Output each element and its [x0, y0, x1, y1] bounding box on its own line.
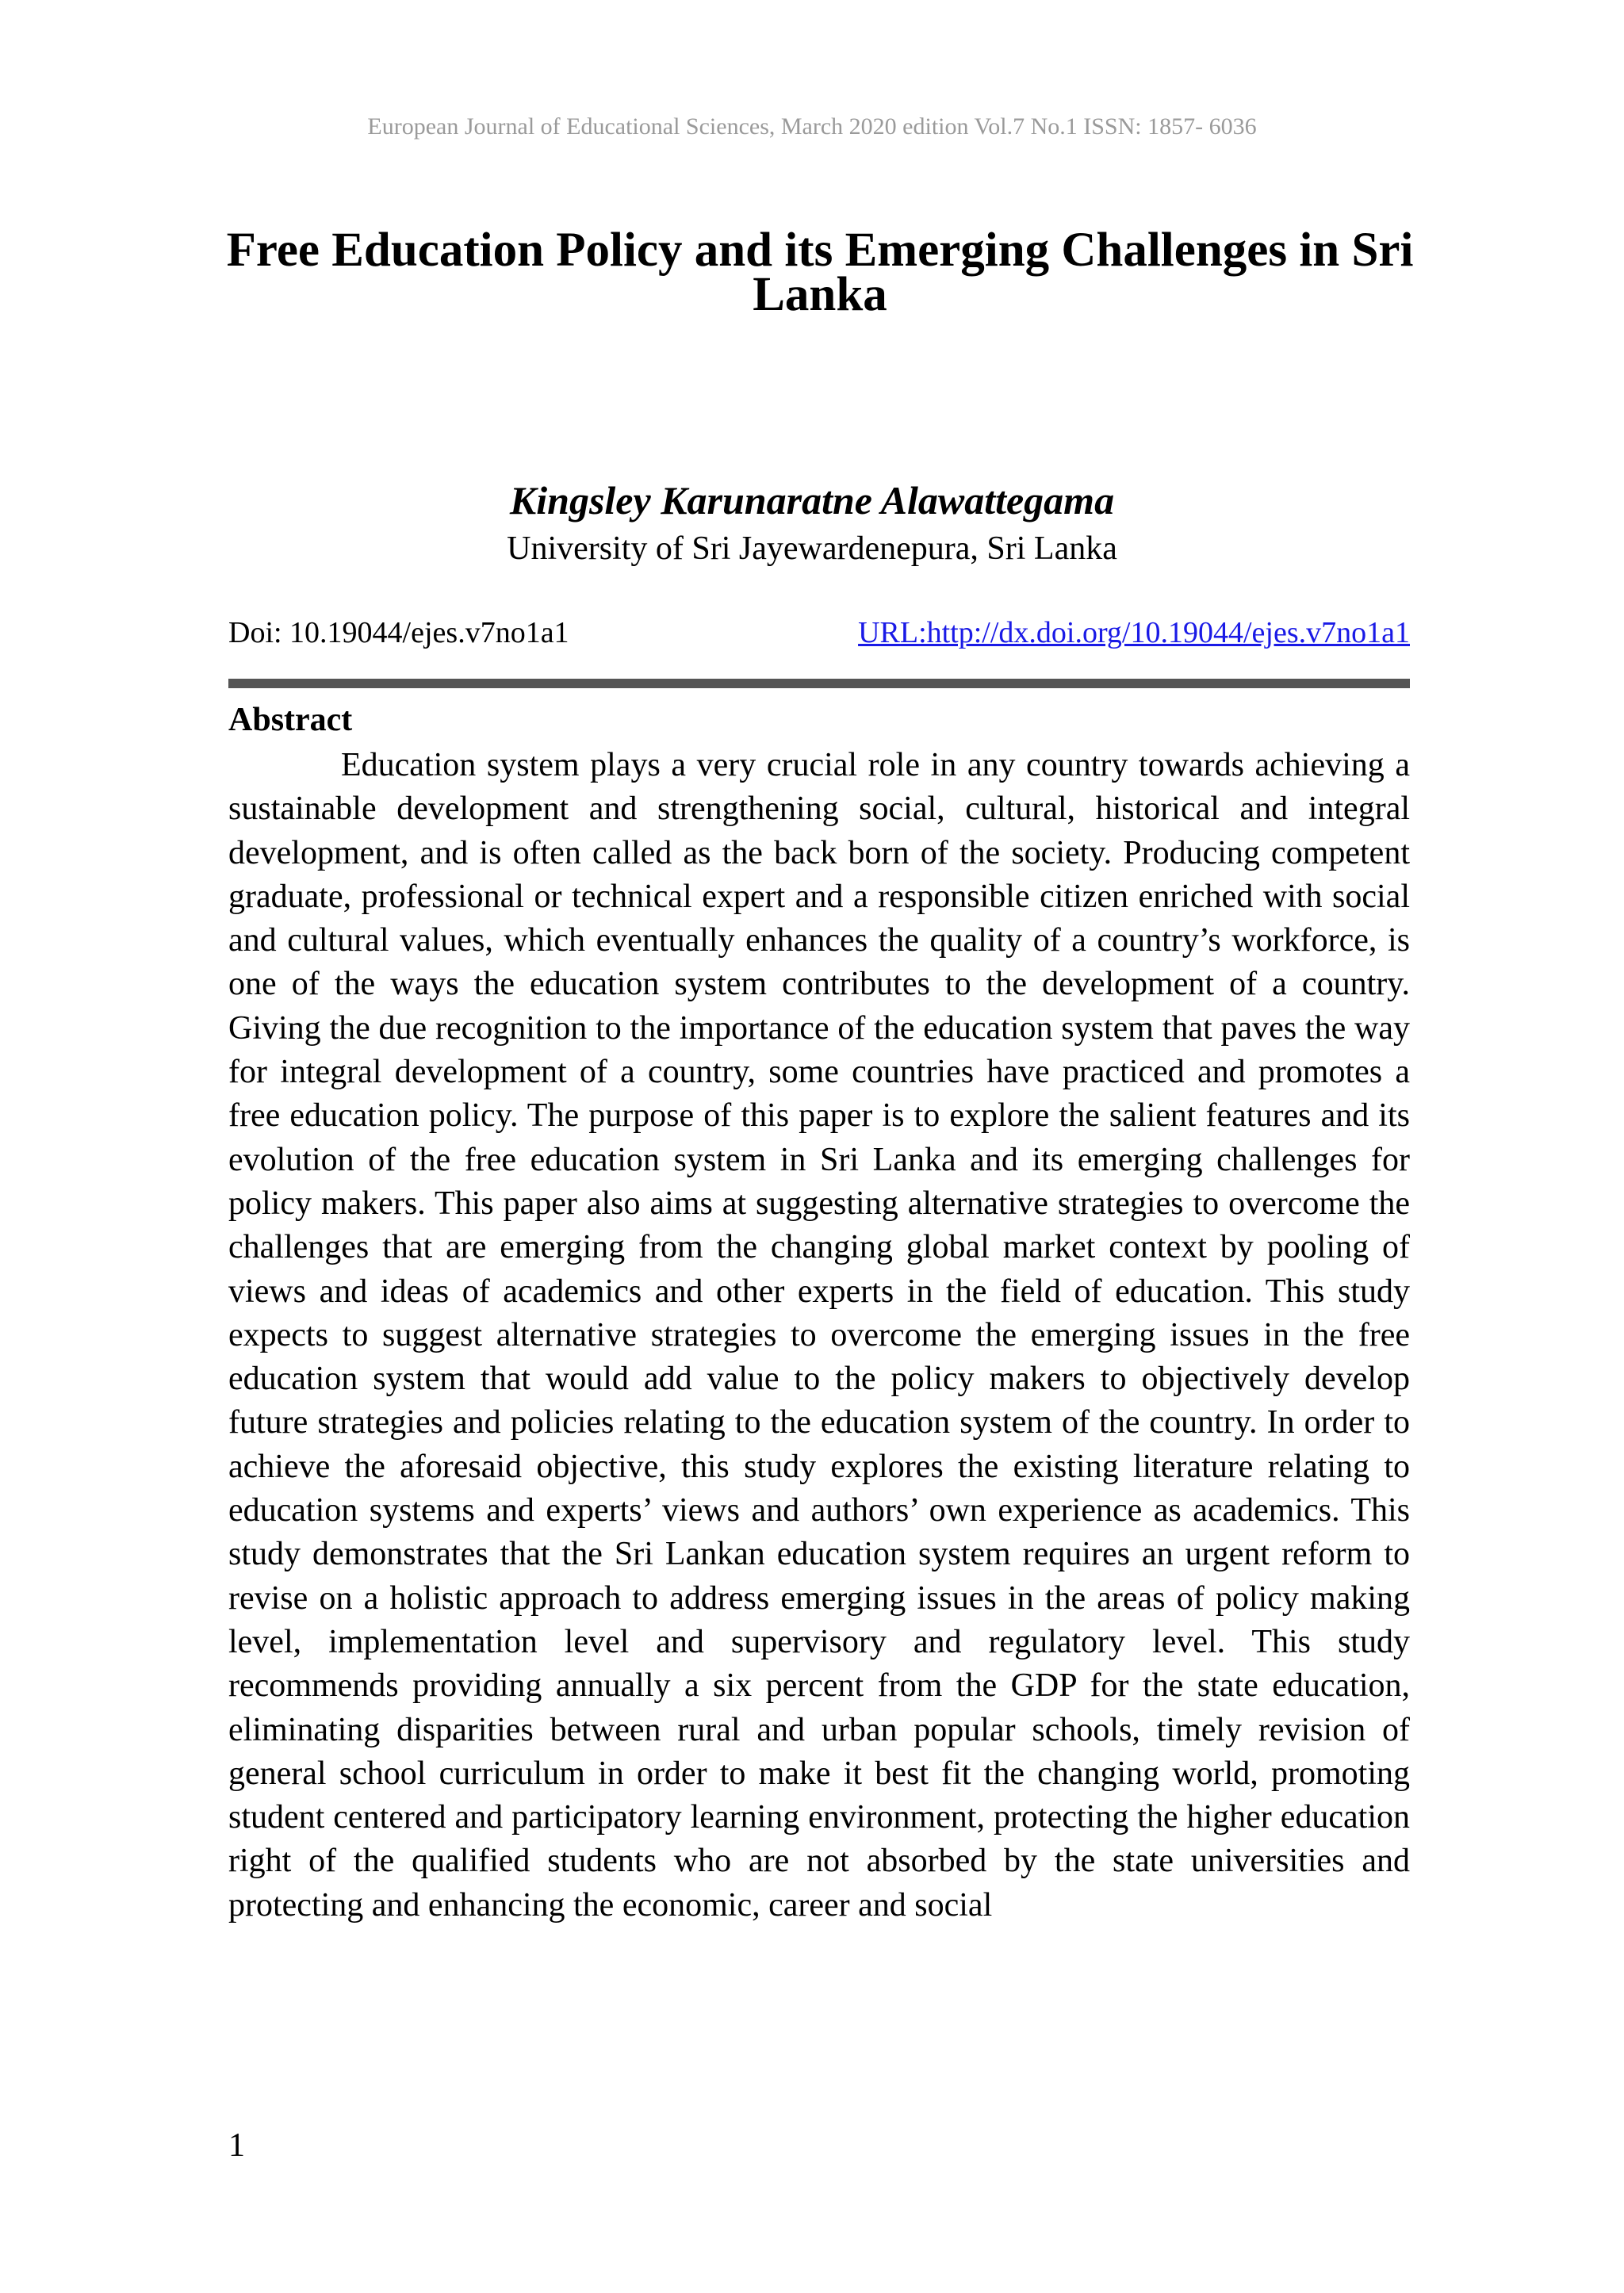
doi-row — [228, 615, 1410, 657]
abstract-heading: Abstract — [228, 702, 353, 738]
page-number: 1 — [228, 2127, 245, 2164]
author-affiliation: University of Sri Jayewardenepura, Sri Lanka — [507, 530, 1117, 567]
author-name: Kingsley Karunaratne Alawattegama — [509, 478, 1115, 523]
paper-title: Free Education Policy and its Emerging Challenges in Sri Lanka — [226, 224, 1414, 321]
doi-url-link[interactable]: URL:http://dx.doi.org/10.19044/ejes.v7no1a1 — [858, 616, 1410, 649]
section-divider — [228, 679, 1410, 688]
running-header: European Journal of Educational Sciences, March 2020 edition Vol.7 No.1 ISSN: 1857- 6036 — [367, 113, 1257, 140]
doi-label: Doi: 10.19044/ejes.v7no1a1 — [228, 616, 569, 649]
abstract-body: Education system plays a very crucial role in any country towards achieving a sustainable development and strengthening social, cultural, historical and integral development, and is often called as the back born of the society. Producing competent graduate, professional or technical expert and a responsible citizen enriched with social and cultural values, which eventually enhances the quality of a country’s workforce, is one of the ways the education system contributes to the development of a country. Giving the due recognition to the importance of the education system that paves the way for integral development of a country, some countries have practiced and promotes a free education policy. The purpose of this paper is to explore the salient features and its evolution of the free education system in Sri Lanka and its emerging challenges for policy makers. This paper also aims at suggesting alternative strategies to overcome the challenges that are emerging from the changing global market context by pooling of views and ideas of academics and other experts in the field of education. This study expects to suggest alternative strategies to overcome the emerging issues in the free education system that would add value to the policy makers to objectively develop future strategies and policies relating to the education system of the country. In order to achieve the aforesaid objective, this study explores the existing literature relating to education systems and experts’ views and authors’ own experience as academics. This study demonstrates that the Sri Lankan education system requires an urgent reform to revise on a holistic approach to address emerging issues in the areas of policy making level, implementation level and supervisory and regulatory level. This study recommends providing annually a six percent from the GDP for the state education, eliminating disparities between rural and urban popular schools, timely revision of general school curriculum in order to make it best fit the changing world, promoting student centered and participatory learning environment, protecting the higher education right of the qualified students who are not absorbed by the state universities and protecting and enhancing the economic, career and social — [228, 747, 1410, 1924]
